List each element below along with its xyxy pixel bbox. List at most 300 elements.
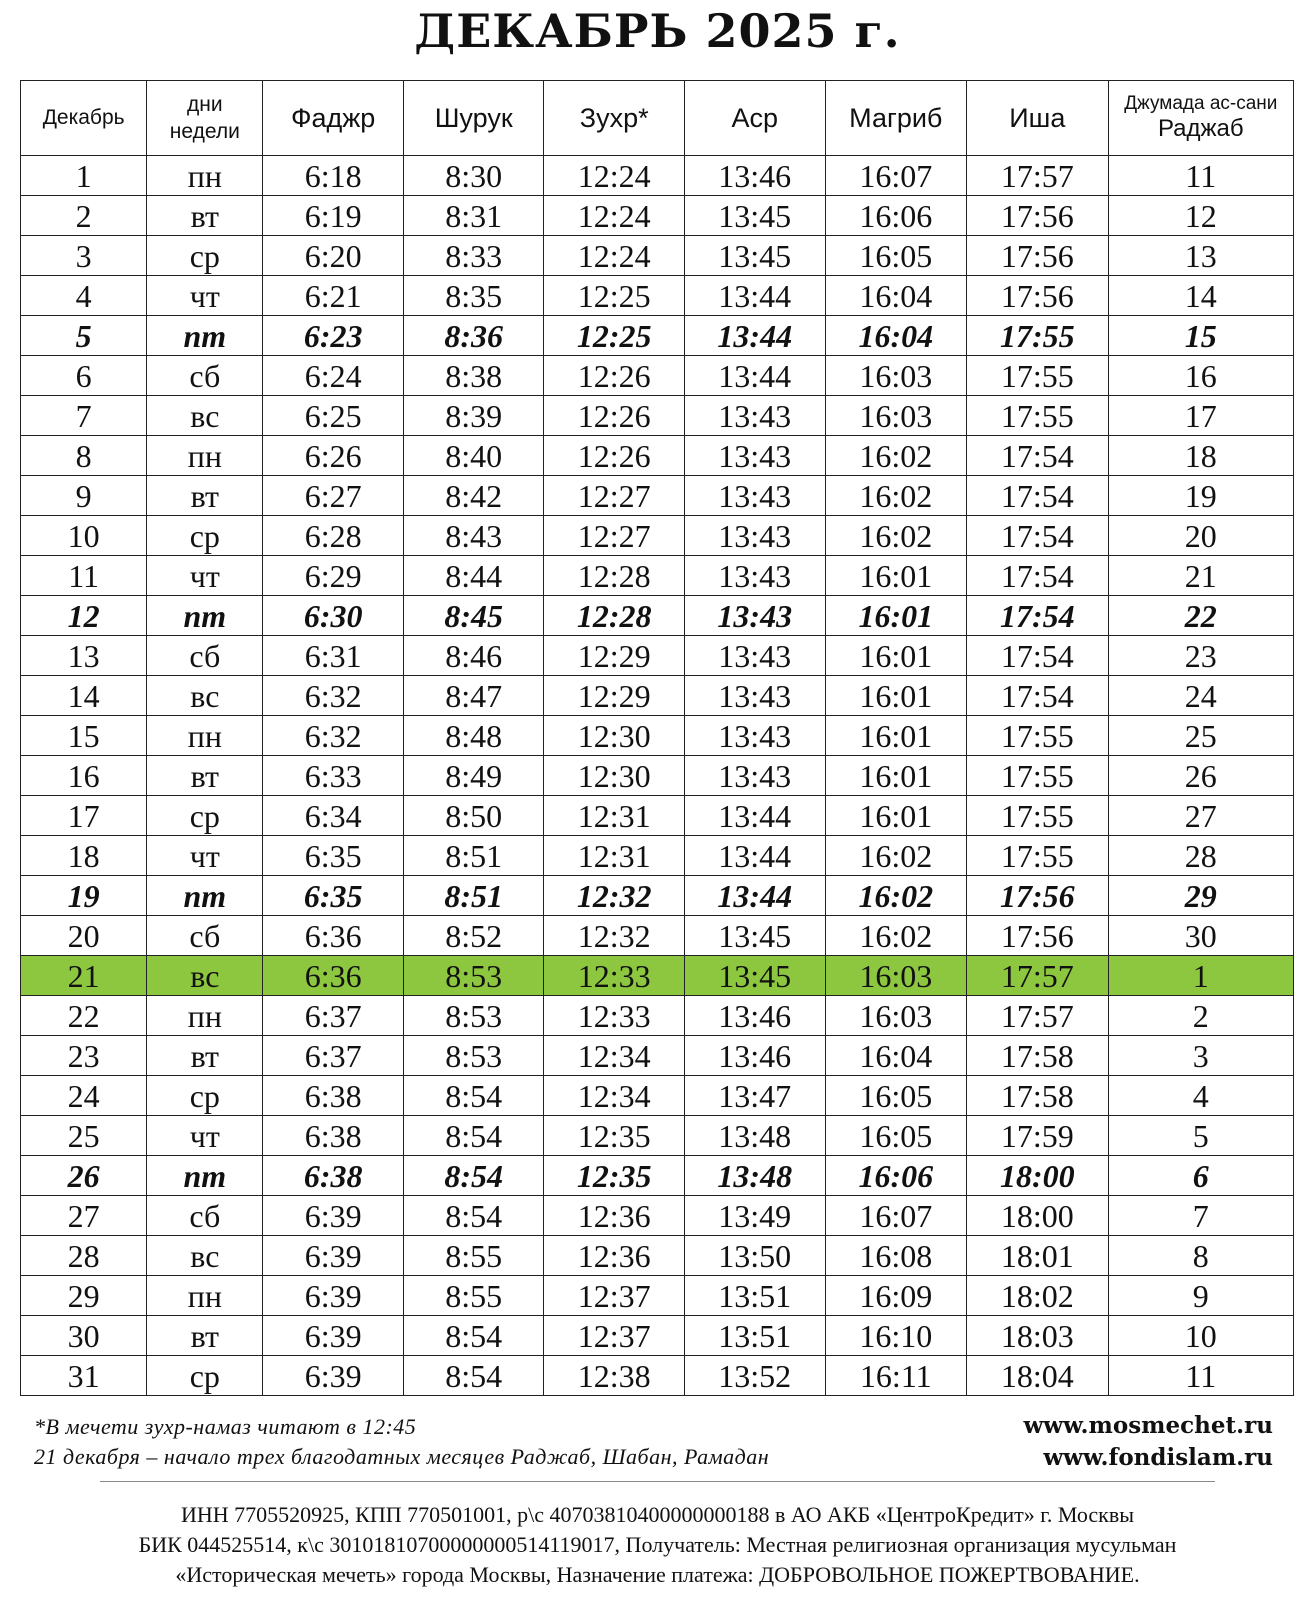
cell-weekday: сб xyxy=(147,916,263,956)
table-row xyxy=(21,1316,1294,1356)
cell-asr: 13:45 xyxy=(684,196,825,236)
cell-hijri-day: 3 xyxy=(1108,1036,1293,1076)
footnote-months: 21 декабря – начало трех благодатных месяцев Раджаб, Шабан, Рамадан xyxy=(34,1444,770,1469)
cell-shuruq: 8:54 xyxy=(403,1316,544,1356)
cell-fajr: 6:35 xyxy=(263,836,404,876)
cell-maghrib: 16:05 xyxy=(825,236,967,276)
cell-weekday: пт xyxy=(147,876,263,916)
cell-isha: 17:54 xyxy=(967,636,1109,676)
cell-asr: 13:43 xyxy=(684,516,825,556)
cell-asr: 13:44 xyxy=(684,836,825,876)
cell-fajr: 6:32 xyxy=(263,716,404,756)
cell-isha: 17:58 xyxy=(967,1076,1109,1116)
cell-hijri-day: 14 xyxy=(1108,276,1293,316)
cell-day: 12 xyxy=(21,596,147,636)
cell-fajr: 6:39 xyxy=(263,1276,404,1316)
cell-day: 27 xyxy=(21,1196,147,1236)
cell-weekday: пн xyxy=(147,1276,263,1316)
cell-asr: 13:46 xyxy=(684,1036,825,1076)
cell-shuruq: 8:50 xyxy=(403,796,544,836)
cell-hijri-day: 20 xyxy=(1108,516,1293,556)
cell-asr: 13:43 xyxy=(684,596,825,636)
cell-day: 24 xyxy=(21,1076,147,1116)
website-link-fondislam[interactable]: www.fondislam.ru xyxy=(1043,1444,1273,1471)
cell-maghrib: 16:01 xyxy=(825,796,967,836)
cell-weekday: пн xyxy=(147,996,263,1036)
hijri-header-line-1: Джумада ас-сани xyxy=(1124,93,1278,114)
col-header-month: Декабрь xyxy=(21,81,147,156)
table-row xyxy=(21,596,1294,636)
cell-zuhr: 12:30 xyxy=(544,756,685,796)
cell-isha: 18:00 xyxy=(967,1196,1109,1236)
table-row xyxy=(21,196,1294,236)
cell-shuruq: 8:54 xyxy=(403,1076,544,1116)
table-row xyxy=(21,876,1294,916)
cell-shuruq: 8:54 xyxy=(403,1116,544,1156)
cell-maghrib: 16:03 xyxy=(825,956,967,996)
cell-weekday: вт xyxy=(147,476,263,516)
cell-maghrib: 16:05 xyxy=(825,1116,967,1156)
cell-isha: 17:56 xyxy=(967,276,1109,316)
cell-shuruq: 8:47 xyxy=(403,676,544,716)
cell-maghrib: 16:02 xyxy=(825,436,967,476)
cell-shuruq: 8:54 xyxy=(403,1196,544,1236)
cell-zuhr: 12:31 xyxy=(544,796,685,836)
cell-fajr: 6:38 xyxy=(263,1076,404,1116)
cell-maghrib: 16:03 xyxy=(825,996,967,1036)
cell-day: 9 xyxy=(21,476,147,516)
cell-fajr: 6:37 xyxy=(263,996,404,1036)
cell-asr: 13:44 xyxy=(684,876,825,916)
cell-shuruq: 8:42 xyxy=(403,476,544,516)
cell-isha: 17:55 xyxy=(967,396,1109,436)
cell-fajr: 6:32 xyxy=(263,676,404,716)
cell-asr: 13:45 xyxy=(684,956,825,996)
cell-isha: 17:54 xyxy=(967,676,1109,716)
cell-maghrib: 16:01 xyxy=(825,556,967,596)
table-row xyxy=(21,1036,1294,1076)
table-row xyxy=(21,716,1294,756)
cell-shuruq: 8:39 xyxy=(403,396,544,436)
table-row xyxy=(21,836,1294,876)
cell-hijri-day: 24 xyxy=(1108,676,1293,716)
table-row xyxy=(21,1076,1294,1116)
cell-isha: 17:59 xyxy=(967,1116,1109,1156)
table-row xyxy=(21,796,1294,836)
cell-shuruq: 8:33 xyxy=(403,236,544,276)
cell-isha: 17:54 xyxy=(967,596,1109,636)
cell-asr: 13:46 xyxy=(684,156,825,196)
cell-zuhr: 12:27 xyxy=(544,476,685,516)
cell-fajr: 6:34 xyxy=(263,796,404,836)
cell-asr: 13:43 xyxy=(684,636,825,676)
cell-day: 10 xyxy=(21,516,147,556)
cell-zuhr: 12:29 xyxy=(544,636,685,676)
cell-maghrib: 16:07 xyxy=(825,156,967,196)
cell-day: 23 xyxy=(21,1036,147,1076)
cell-isha: 17:55 xyxy=(967,756,1109,796)
cell-maghrib: 16:10 xyxy=(825,1316,967,1356)
websites xyxy=(1023,1410,1273,1474)
table-row xyxy=(21,516,1294,556)
cell-isha: 17:54 xyxy=(967,436,1109,476)
cell-shuruq: 8:48 xyxy=(403,716,544,756)
col-header-weekday xyxy=(147,81,263,156)
cell-maghrib: 16:11 xyxy=(825,1356,967,1396)
footer-divider xyxy=(100,1481,1215,1482)
cell-shuruq: 8:45 xyxy=(403,596,544,636)
table-row xyxy=(21,316,1294,356)
cell-hijri-day: 1 xyxy=(1108,956,1293,996)
cell-fajr: 6:18 xyxy=(263,156,404,196)
col-header-shuruq: Шурук xyxy=(403,81,544,156)
table-row xyxy=(21,396,1294,436)
cell-hijri-day: 4 xyxy=(1108,1076,1293,1116)
cell-zuhr: 12:32 xyxy=(544,916,685,956)
cell-hijri-day: 23 xyxy=(1108,636,1293,676)
cell-hijri-day: 9 xyxy=(1108,1276,1293,1316)
cell-maghrib: 16:04 xyxy=(825,276,967,316)
cell-hijri-day: 10 xyxy=(1108,1316,1293,1356)
cell-weekday: вт xyxy=(147,196,263,236)
cell-shuruq: 8:55 xyxy=(403,1236,544,1276)
hijri-header-line-2: Раджаб xyxy=(1157,115,1244,142)
cell-shuruq: 8:55 xyxy=(403,1276,544,1316)
cell-zuhr: 12:24 xyxy=(544,236,685,276)
cell-fajr: 6:25 xyxy=(263,396,404,436)
table-row xyxy=(21,636,1294,676)
cell-fajr: 6:38 xyxy=(263,1156,404,1196)
cell-hijri-day: 25 xyxy=(1108,716,1293,756)
cell-isha: 18:01 xyxy=(967,1236,1109,1276)
cell-zuhr: 12:31 xyxy=(544,836,685,876)
col-header-fajr: Фаджр xyxy=(263,81,404,156)
table-row xyxy=(21,276,1294,316)
cell-shuruq: 8:30 xyxy=(403,156,544,196)
cell-asr: 13:44 xyxy=(684,316,825,356)
cell-weekday: вс xyxy=(147,956,263,996)
cell-fajr: 6:30 xyxy=(263,596,404,636)
cell-fajr: 6:39 xyxy=(263,1236,404,1276)
cell-day: 28 xyxy=(21,1236,147,1276)
cell-fajr: 6:33 xyxy=(263,756,404,796)
footnote-zuhr: *В мечети зухр-намаз читают в 12:45 xyxy=(34,1414,417,1439)
cell-asr: 13:45 xyxy=(684,916,825,956)
cell-asr: 13:43 xyxy=(684,396,825,436)
cell-asr: 13:43 xyxy=(684,436,825,476)
cell-asr: 13:51 xyxy=(684,1316,825,1356)
cell-zuhr: 12:35 xyxy=(544,1116,685,1156)
cell-fajr: 6:19 xyxy=(263,196,404,236)
cell-shuruq: 8:38 xyxy=(403,356,544,396)
cell-weekday: пн xyxy=(147,436,263,476)
bank-details-line-2: БИК 044525514, к\с 30101810700000000514119017, Получатель: Местная религиозная организация мусульман xyxy=(138,1532,1177,1557)
cell-zuhr: 12:26 xyxy=(544,436,685,476)
cell-asr: 13:46 xyxy=(684,996,825,1036)
cell-day: 29 xyxy=(21,1276,147,1316)
cell-zuhr: 12:28 xyxy=(544,596,685,636)
cell-zuhr: 12:34 xyxy=(544,1076,685,1116)
cell-zuhr: 12:25 xyxy=(544,316,685,356)
cell-zuhr: 12:29 xyxy=(544,676,685,716)
bank-details-line-1: ИНН 7705520925, КПП 770501001, р\с 40703810400000000188 в АО АКБ «ЦентроКредит» г. Москвы xyxy=(180,1502,1134,1527)
cell-fajr: 6:24 xyxy=(263,356,404,396)
cell-isha: 17:56 xyxy=(967,196,1109,236)
cell-asr: 13:45 xyxy=(684,236,825,276)
cell-hijri-day: 13 xyxy=(1108,236,1293,276)
cell-day: 22 xyxy=(21,996,147,1036)
cell-weekday: сб xyxy=(147,1196,263,1236)
cell-shuruq: 8:52 xyxy=(403,916,544,956)
cell-fajr: 6:36 xyxy=(263,956,404,996)
table-row xyxy=(21,1356,1294,1396)
cell-hijri-day: 5 xyxy=(1108,1116,1293,1156)
cell-fajr: 6:23 xyxy=(263,316,404,356)
cell-hijri-day: 26 xyxy=(1108,756,1293,796)
cell-maghrib: 16:02 xyxy=(825,916,967,956)
cell-day: 21 xyxy=(21,956,147,996)
cell-day: 16 xyxy=(21,756,147,796)
cell-hijri-day: 15 xyxy=(1108,316,1293,356)
cell-maghrib: 16:09 xyxy=(825,1276,967,1316)
weekday-header-line-1: дни xyxy=(187,92,223,116)
cell-weekday: вт xyxy=(147,756,263,796)
cell-zuhr: 12:27 xyxy=(544,516,685,556)
cell-maghrib: 16:02 xyxy=(825,516,967,556)
cell-weekday: вт xyxy=(147,1036,263,1076)
cell-shuruq: 8:51 xyxy=(403,876,544,916)
cell-maghrib: 16:07 xyxy=(825,1196,967,1236)
cell-zuhr: 12:24 xyxy=(544,196,685,236)
cell-shuruq: 8:46 xyxy=(403,636,544,676)
table-row xyxy=(21,1196,1294,1236)
cell-weekday: ср xyxy=(147,236,263,276)
table-row xyxy=(21,1156,1294,1196)
cell-weekday: сб xyxy=(147,356,263,396)
cell-maghrib: 16:04 xyxy=(825,316,967,356)
cell-isha: 18:00 xyxy=(967,1156,1109,1196)
cell-hijri-day: 8 xyxy=(1108,1236,1293,1276)
table-row xyxy=(21,556,1294,596)
cell-day: 5 xyxy=(21,316,147,356)
cell-zuhr: 12:36 xyxy=(544,1196,685,1236)
cell-shuruq: 8:51 xyxy=(403,836,544,876)
cell-zuhr: 12:37 xyxy=(544,1316,685,1356)
cell-asr: 13:43 xyxy=(684,476,825,516)
cell-day: 17 xyxy=(21,796,147,836)
cell-asr: 13:44 xyxy=(684,356,825,396)
cell-fajr: 6:37 xyxy=(263,1036,404,1076)
cell-hijri-day: 11 xyxy=(1108,1356,1293,1396)
cell-shuruq: 8:31 xyxy=(403,196,544,236)
cell-zuhr: 12:34 xyxy=(544,1036,685,1076)
cell-maghrib: 16:08 xyxy=(825,1236,967,1276)
cell-weekday: пт xyxy=(147,596,263,636)
col-header-hijri xyxy=(1108,81,1293,156)
cell-day: 2 xyxy=(21,196,147,236)
cell-fajr: 6:36 xyxy=(263,916,404,956)
cell-zuhr: 12:24 xyxy=(544,156,685,196)
cell-fajr: 6:39 xyxy=(263,1316,404,1356)
cell-fajr: 6:38 xyxy=(263,1116,404,1156)
cell-fajr: 6:28 xyxy=(263,516,404,556)
cell-asr: 13:48 xyxy=(684,1116,825,1156)
cell-day: 26 xyxy=(21,1156,147,1196)
cell-isha: 17:55 xyxy=(967,716,1109,756)
table-row xyxy=(21,436,1294,476)
cell-hijri-day: 29 xyxy=(1108,876,1293,916)
cell-asr: 13:44 xyxy=(684,796,825,836)
cell-weekday: вс xyxy=(147,1236,263,1276)
cell-hijri-day: 30 xyxy=(1108,916,1293,956)
bank-details xyxy=(0,1500,1315,1590)
cell-asr: 13:47 xyxy=(684,1076,825,1116)
cell-day: 11 xyxy=(21,556,147,596)
cell-asr: 13:43 xyxy=(684,556,825,596)
weekday-header-line-2: недели xyxy=(169,120,240,143)
cell-fajr: 6:21 xyxy=(263,276,404,316)
cell-zuhr: 12:37 xyxy=(544,1276,685,1316)
prayer-schedule-table xyxy=(20,80,1294,1396)
cell-shuruq: 8:53 xyxy=(403,996,544,1036)
table-row xyxy=(21,356,1294,396)
cell-day: 15 xyxy=(21,716,147,756)
cell-shuruq: 8:53 xyxy=(403,1036,544,1076)
cell-fajr: 6:27 xyxy=(263,476,404,516)
col-header-asr: Аср xyxy=(684,81,825,156)
cell-shuruq: 8:53 xyxy=(403,956,544,996)
cell-zuhr: 12:33 xyxy=(544,956,685,996)
table-row xyxy=(21,1236,1294,1276)
cell-maghrib: 16:01 xyxy=(825,716,967,756)
cell-day: 3 xyxy=(21,236,147,276)
cell-hijri-day: 27 xyxy=(1108,796,1293,836)
cell-maghrib: 16:06 xyxy=(825,196,967,236)
cell-isha: 17:56 xyxy=(967,916,1109,956)
cell-isha: 17:55 xyxy=(967,356,1109,396)
table-row xyxy=(21,1116,1294,1156)
cell-hijri-day: 16 xyxy=(1108,356,1293,396)
cell-weekday: сб xyxy=(147,636,263,676)
cell-isha: 17:56 xyxy=(967,876,1109,916)
cell-weekday: пт xyxy=(147,316,263,356)
cell-maghrib: 16:01 xyxy=(825,596,967,636)
cell-weekday: вс xyxy=(147,676,263,716)
cell-asr: 13:48 xyxy=(684,1156,825,1196)
cell-isha: 18:02 xyxy=(967,1276,1109,1316)
cell-day: 7 xyxy=(21,396,147,436)
cell-maghrib: 16:02 xyxy=(825,876,967,916)
cell-day: 1 xyxy=(21,156,147,196)
cell-maghrib: 16:03 xyxy=(825,356,967,396)
cell-weekday: вт xyxy=(147,1316,263,1356)
cell-asr: 13:43 xyxy=(684,756,825,796)
cell-isha: 17:55 xyxy=(967,316,1109,356)
cell-zuhr: 12:26 xyxy=(544,356,685,396)
table-row xyxy=(21,916,1294,956)
table-row xyxy=(21,476,1294,516)
col-header-isha: Иша xyxy=(967,81,1109,156)
cell-weekday: чт xyxy=(147,556,263,596)
cell-maghrib: 16:04 xyxy=(825,1036,967,1076)
cell-shuruq: 8:35 xyxy=(403,276,544,316)
cell-fajr: 6:29 xyxy=(263,556,404,596)
cell-isha: 17:54 xyxy=(967,516,1109,556)
cell-fajr: 6:35 xyxy=(263,876,404,916)
cell-weekday: чт xyxy=(147,276,263,316)
cell-asr: 13:44 xyxy=(684,276,825,316)
cell-weekday: пн xyxy=(147,716,263,756)
cell-isha: 17:56 xyxy=(967,236,1109,276)
table-row xyxy=(21,756,1294,796)
cell-weekday: пт xyxy=(147,1156,263,1196)
cell-hijri-day: 6 xyxy=(1108,1156,1293,1196)
cell-hijri-day: 18 xyxy=(1108,436,1293,476)
cell-weekday: чт xyxy=(147,836,263,876)
cell-hijri-day: 28 xyxy=(1108,836,1293,876)
table-row xyxy=(21,156,1294,196)
cell-hijri-day: 22 xyxy=(1108,596,1293,636)
cell-maghrib: 16:05 xyxy=(825,1076,967,1116)
table-row xyxy=(21,956,1294,996)
cell-zuhr: 12:35 xyxy=(544,1156,685,1196)
cell-maghrib: 16:02 xyxy=(825,476,967,516)
cell-hijri-day: 12 xyxy=(1108,196,1293,236)
cell-weekday: вс xyxy=(147,396,263,436)
table-row xyxy=(21,996,1294,1036)
cell-hijri-day: 7 xyxy=(1108,1196,1293,1236)
cell-weekday: ср xyxy=(147,516,263,556)
cell-isha: 17:54 xyxy=(967,556,1109,596)
cell-hijri-day: 11 xyxy=(1108,156,1293,196)
cell-maghrib: 16:06 xyxy=(825,1156,967,1196)
table-row xyxy=(21,236,1294,276)
cell-isha: 17:55 xyxy=(967,836,1109,876)
cell-asr: 13:49 xyxy=(684,1196,825,1236)
cell-asr: 13:51 xyxy=(684,1276,825,1316)
cell-day: 6 xyxy=(21,356,147,396)
cell-day: 18 xyxy=(21,836,147,876)
cell-isha: 17:54 xyxy=(967,476,1109,516)
cell-maghrib: 16:01 xyxy=(825,676,967,716)
cell-maghrib: 16:02 xyxy=(825,836,967,876)
cell-day: 8 xyxy=(21,436,147,476)
cell-shuruq: 8:54 xyxy=(403,1356,544,1396)
table-row xyxy=(21,676,1294,716)
col-header-maghrib: Магриб xyxy=(825,81,967,156)
cell-weekday: ср xyxy=(147,1356,263,1396)
cell-isha: 17:57 xyxy=(967,156,1109,196)
schedule-body xyxy=(21,156,1294,1396)
cell-shuruq: 8:36 xyxy=(403,316,544,356)
website-link-mosmechet[interactable]: www.mosmechet.ru xyxy=(1023,1412,1273,1439)
cell-hijri-day: 2 xyxy=(1108,996,1293,1036)
cell-day: 25 xyxy=(21,1116,147,1156)
cell-fajr: 6:20 xyxy=(263,236,404,276)
cell-asr: 13:50 xyxy=(684,1236,825,1276)
col-header-zuhr: Зухр* xyxy=(544,81,685,156)
cell-weekday: чт xyxy=(147,1116,263,1156)
cell-day: 4 xyxy=(21,276,147,316)
header-row xyxy=(21,81,1294,156)
cell-day: 20 xyxy=(21,916,147,956)
cell-isha: 18:03 xyxy=(967,1316,1109,1356)
cell-fajr: 6:26 xyxy=(263,436,404,476)
cell-shuruq: 8:54 xyxy=(403,1156,544,1196)
page-title: ДЕКАБРЬ 2025 г. xyxy=(414,4,901,58)
cell-isha: 18:04 xyxy=(967,1356,1109,1396)
cell-shuruq: 8:43 xyxy=(403,516,544,556)
